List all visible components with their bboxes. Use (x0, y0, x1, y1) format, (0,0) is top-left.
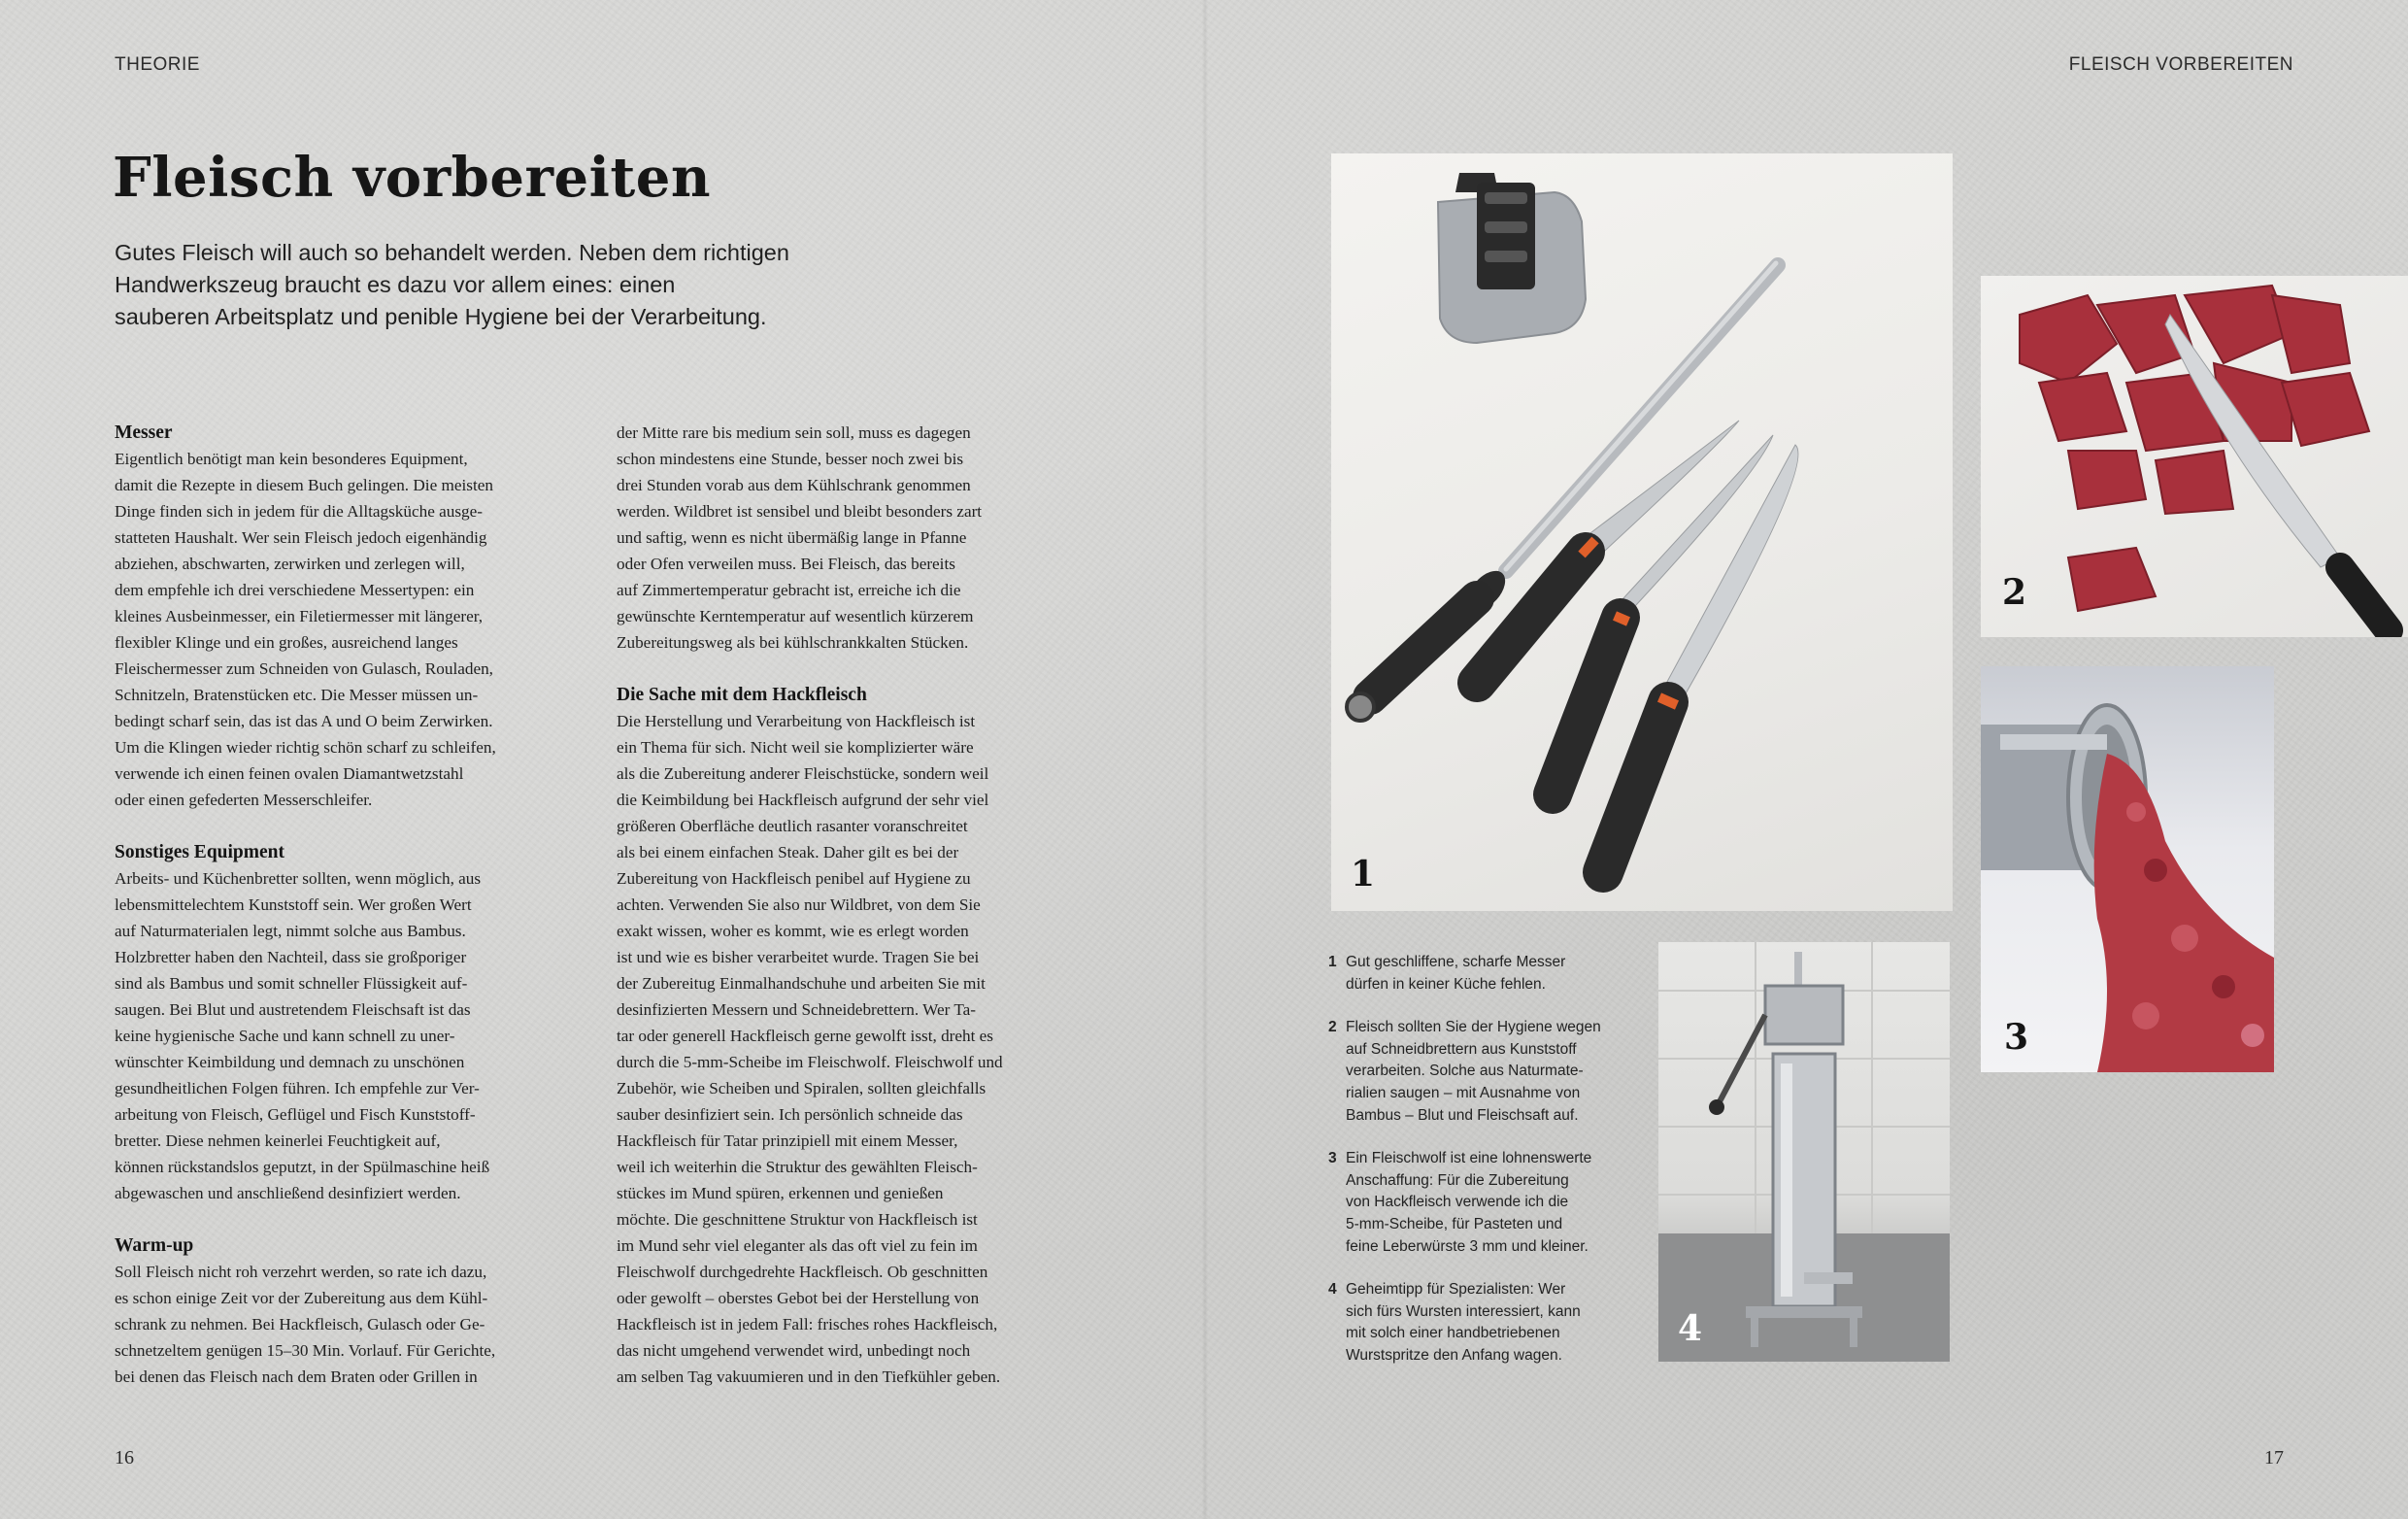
section-equipment (115, 839, 581, 1206)
photo-number: 3 (2004, 1017, 2029, 1058)
running-head-right: FLEISCH VORBEREITEN (2068, 54, 2293, 75)
text-line: werden. Wildbret ist sensibel und bleibt besonders zart (617, 502, 983, 521)
text-line: verwende ich einen feinen ovalen Diamantwetzstahl (115, 764, 464, 783)
text-line: im Mund sehr viel eleganter als das oft viel zu fein im (617, 1236, 978, 1255)
text-line: Hackfleisch ist in jedem Fall: frisches rohes Hackfleisch, (617, 1315, 998, 1333)
text-line: achten. Verwenden Sie also nur Wildbret, von dem Sie (617, 895, 981, 914)
text-line: statteten Haushalt. Wer sein Fleisch jedoch eigenhändig (115, 528, 487, 547)
text-line: rialien saugen – mit Ausnahme von (1346, 1084, 1581, 1101)
text-line: feine Leberwürste 3 mm und kleiner. (1346, 1237, 1589, 1255)
text-line: durch die 5-mm-Scheibe im Fleischwolf. Fleischwolf und (617, 1053, 1003, 1071)
text-line: sind als Bambus und somit schneller Flüssigkeit auf- (115, 974, 468, 993)
text-line: Dinge finden sich in jedem für die Alltagsküche ausge- (115, 502, 483, 521)
text-line: Zubehör, wie Scheiben und Spiralen, sollten gleichfalls (617, 1079, 987, 1097)
section-body (115, 1259, 581, 1390)
text-line: Geheimtipp für Spezialisten: Wer (1346, 1281, 1566, 1299)
text-line: schnetzeltem genügen 15–30 Min. Vorlauf. Für Gerichte, (115, 1341, 496, 1360)
running-head-left: THEORIE (115, 54, 200, 75)
photo-number: 4 (1678, 1308, 1703, 1349)
text-line: desinfizierten Messern und Schneidebrettern. Wer Ta- (617, 1000, 976, 1019)
text-line: ein Thema für sich. Nicht weil sie komplizierter wäre (617, 738, 974, 757)
caption-number: 3 (1328, 1150, 1337, 1167)
section-heading: Die Sache mit dem Hackfleisch (617, 685, 867, 705)
text-line: Eigentlich benötigt man kein besonderes Equipment, (115, 450, 468, 468)
text-line: von Hackfleisch verwende ich die (1346, 1194, 1569, 1211)
text-line: sauber desinfiziert sein. Ich persönlich schneide das (617, 1105, 963, 1124)
caption-2 (1328, 1017, 1639, 1127)
text-line: sich fürs Wursten interessiert, kann (1346, 1302, 1581, 1320)
text-line: oder einen gefederten Messerschleifer. (115, 791, 373, 809)
text-line: und saftig, wenn es nicht übermäßig lange in Pfanne (617, 528, 967, 547)
text-line: mit solch einer handbetriebenen (1346, 1325, 1560, 1342)
section-body (617, 420, 1083, 656)
text-line: Arbeits- und Küchenbretter sollten, wenn möglich, aus (115, 869, 482, 888)
text-line: der Zubereitug Einmalhandschuhe und arbeiten Sie mit (617, 974, 986, 993)
text-line: 5-mm-Scheibe, für Pasteten und (1346, 1215, 1563, 1232)
text-line: als bei einem einfachen Steak. Daher gilt es bei der (617, 843, 959, 861)
intro-line: Gutes Fleisch will auch so behandelt werden. Neben dem richtigen (115, 240, 789, 265)
text-line: der Mitte rare bis medium sein soll, muss es dagegen (617, 423, 971, 442)
text-line: Wurstspritze den Anfang wagen. (1346, 1346, 1562, 1364)
text-line: arbeitung von Fleisch, Geflügel und Fisch Kunststoff- (115, 1105, 476, 1124)
section-body (115, 446, 581, 813)
text-line: flexibler Klinge und ein großes, ausreichend langes (115, 633, 458, 652)
text-line: tar oder generell Hackfleisch gerne gewolft isst, dreht es (617, 1027, 993, 1045)
diced-meat-illustration (1981, 276, 2408, 637)
text-line: auf Naturmaterialen legt, nimmt solche aus Bambus. (115, 922, 466, 940)
caption-number: 4 (1328, 1281, 1337, 1299)
text-line: Gut geschliffene, scharfe Messer (1346, 954, 1566, 970)
section-heading: Sonstiges Equipment (115, 842, 285, 862)
photo-sausage-stuffer (1658, 942, 1950, 1362)
caption-text (1346, 1148, 1639, 1258)
caption-4 (1328, 1279, 1639, 1367)
text-line: Zubereitung von Hackfleisch penibel auf Hygiene zu (617, 869, 971, 888)
page-spine (1202, 0, 1208, 1519)
intro-line: Handwerkszeug braucht es dazu vor allem eines: einen (115, 272, 676, 297)
text-line: oder Ofen verweilen muss. Bei Fleisch, das bereits (617, 555, 955, 573)
text-line: Ein Fleischwolf ist eine lohnenswerte (1346, 1150, 1592, 1167)
text-line: schrank zu nehmen. Bei Hackfleisch, Gulasch oder Ge- (115, 1315, 485, 1333)
photo-knives (1331, 153, 1953, 911)
text-line: lebensmittelechtem Kunststoff sein. Wer großen Wert (115, 895, 472, 914)
text-line: Fleischermesser zum Schneiden von Gulasch, Rouladen, (115, 659, 493, 678)
text-line: abziehen, abschwarten, zerwirken und zerlegen will, (115, 555, 465, 573)
text-line: Soll Fleisch nicht roh verzehrt werden, so rate ich dazu, (115, 1263, 487, 1281)
text-line: möchte. Die geschnittene Struktur von Hackfleisch ist (617, 1210, 978, 1229)
text-line: abgewaschen und anschließend desinfiziert werden. (115, 1184, 461, 1202)
text-line: saugen. Bei Blut und austretendem Fleischsaft ist das (115, 1000, 471, 1019)
text-column-left (115, 420, 581, 1416)
section-warmup (115, 1232, 581, 1390)
knives-illustration (1331, 153, 1953, 911)
text-line: bretter. Diese nehmen keinerlei Feuchtigkeit auf, (115, 1131, 441, 1150)
text-line: keine hygienische Sache und kann schnell zu uner- (115, 1027, 455, 1045)
caption-number: 1 (1328, 954, 1337, 970)
caption-text (1346, 1279, 1639, 1367)
text-line: kleines Ausbeinmesser, ein Filetiermesser mit längerer, (115, 607, 484, 625)
text-line: die Keimbildung bei Hackfleisch aufgrund der sehr viel (617, 791, 989, 809)
caption-3 (1328, 1148, 1639, 1258)
text-column-right (617, 420, 1083, 1416)
text-line: Um die Klingen wieder richtig schön scharf zu schleifen, (115, 738, 496, 757)
text-line: Anschaffung: Für die Zubereitung (1346, 1171, 1569, 1189)
text-line: können rückstandslos geputzt, in der Spülmaschine heiß (115, 1158, 490, 1176)
section-warmup-continued (617, 420, 1083, 656)
photo-number: 1 (1351, 854, 1376, 895)
text-line: gesundheitlichen Folgen führen. Ich empfehle zur Ver- (115, 1079, 480, 1097)
text-line: schon mindestens eine Stunde, besser noch zwei bis (617, 450, 964, 468)
text-line: auf Zimmertemperatur gebracht ist, erreiche ich die (617, 581, 961, 599)
knife-sharpener-icon (1438, 173, 1586, 343)
text-line: bei denen das Fleisch nach dem Braten oder Grillen in (115, 1367, 478, 1386)
text-line: damit die Rezepte in diesem Buch gelingen. Die meisten (115, 476, 493, 494)
text-line: drei Stunden vorab aus dem Kühlschrank genommen (617, 476, 971, 494)
text-line: oder gewolft – oberstes Gebot bei der Herstellung von (617, 1289, 980, 1307)
text-line: als die Zubereitung anderer Fleischstücke, sondern weil (617, 764, 989, 783)
page-number-left: 16 (115, 1447, 134, 1468)
text-line: Holzbretter haben den Nachteil, dass sie großporiger (115, 948, 467, 966)
page-title: Fleisch vorbereiten (113, 146, 712, 210)
section-messer (115, 420, 581, 813)
text-line: dürfen in keiner Küche fehlen. (1346, 975, 1546, 993)
sausage-stuffer-illustration (1658, 942, 1950, 1362)
ground-meat-icon (2094, 754, 2274, 1072)
caption-1 (1328, 952, 1639, 996)
section-heading: Messer (115, 422, 173, 443)
photo-captions (1328, 952, 1639, 1389)
text-line: exakt wissen, woher es kommt, wie es erlegt worden (617, 922, 969, 940)
text-line: Schnitzeln, Bratenstücken etc. Die Messer müssen un- (115, 686, 479, 704)
text-line: Zubereitungsweg als bei kühlschrankkalten Stücken. (617, 633, 969, 652)
text-line: Die Herstellung und Verarbeitung von Hackfleisch ist (617, 712, 976, 730)
section-heading: Warm-up (115, 1235, 194, 1256)
intro-line: sauberen Arbeitsplatz und penible Hygiene bei der Verarbeitung. (115, 304, 767, 329)
text-line: bedingt scharf sein, das ist das A und O beim Zerwirken. (115, 712, 493, 730)
text-line: ist und wie es bisher verarbeitet wurde. Tragen Sie bei (617, 948, 980, 966)
photo-meat-grinder (1981, 666, 2274, 1072)
text-line: das nicht umgehend verwendet wird, unbedingt noch (617, 1341, 971, 1360)
text-line: Bambus – Blut und Fleischsaft auf. (1346, 1106, 1579, 1124)
text-line: es schon einige Zeit vor der Zubereitung aus dem Kühl- (115, 1289, 488, 1307)
text-line: dem empfehle ich drei verschiedene Messertypen: ein (115, 581, 475, 599)
caption-number: 2 (1328, 1019, 1337, 1036)
text-line: stückes im Mund spüren, erkennen und genießen (617, 1184, 944, 1202)
text-line: größeren Oberfläche deutlich rasanter voranschreitet (617, 817, 968, 835)
text-line: Fleisch sollten Sie der Hygiene wegen (1346, 1019, 1601, 1036)
photo-number: 2 (2002, 572, 2027, 613)
section-hackfleisch (617, 682, 1083, 1390)
text-line: Fleischwolf durchgedrehte Hackfleisch. Ob geschnitten (617, 1263, 988, 1281)
text-line: gewünschte Kerntemperatur auf wesentlich kürzerem (617, 607, 974, 625)
text-line: weil ich weiterhin die Struktur des gewählten Fleisch- (617, 1158, 978, 1176)
section-body (115, 865, 581, 1206)
section-body (617, 708, 1083, 1390)
caption-text (1346, 952, 1639, 996)
grinder-illustration (1981, 666, 2274, 1072)
text-line: Hackfleisch für Tatar prinzipiell mit einem Messer, (617, 1131, 958, 1150)
text-line: auf Schneidbrettern aus Kunststoff (1346, 1040, 1577, 1058)
intro-paragraph (115, 237, 891, 333)
caption-text (1346, 1017, 1639, 1127)
photo-diced-meat (1981, 276, 2408, 637)
text-line: wünschter Keimbildung und demnach zu unschönen (115, 1053, 465, 1071)
text-line: verarbeiten. Solche aus Naturmate- (1346, 1063, 1584, 1080)
text-line: am selben Tag vakuumieren und in den Tiefkühler geben. (617, 1367, 1001, 1386)
page-number-right: 17 (2264, 1447, 2284, 1468)
